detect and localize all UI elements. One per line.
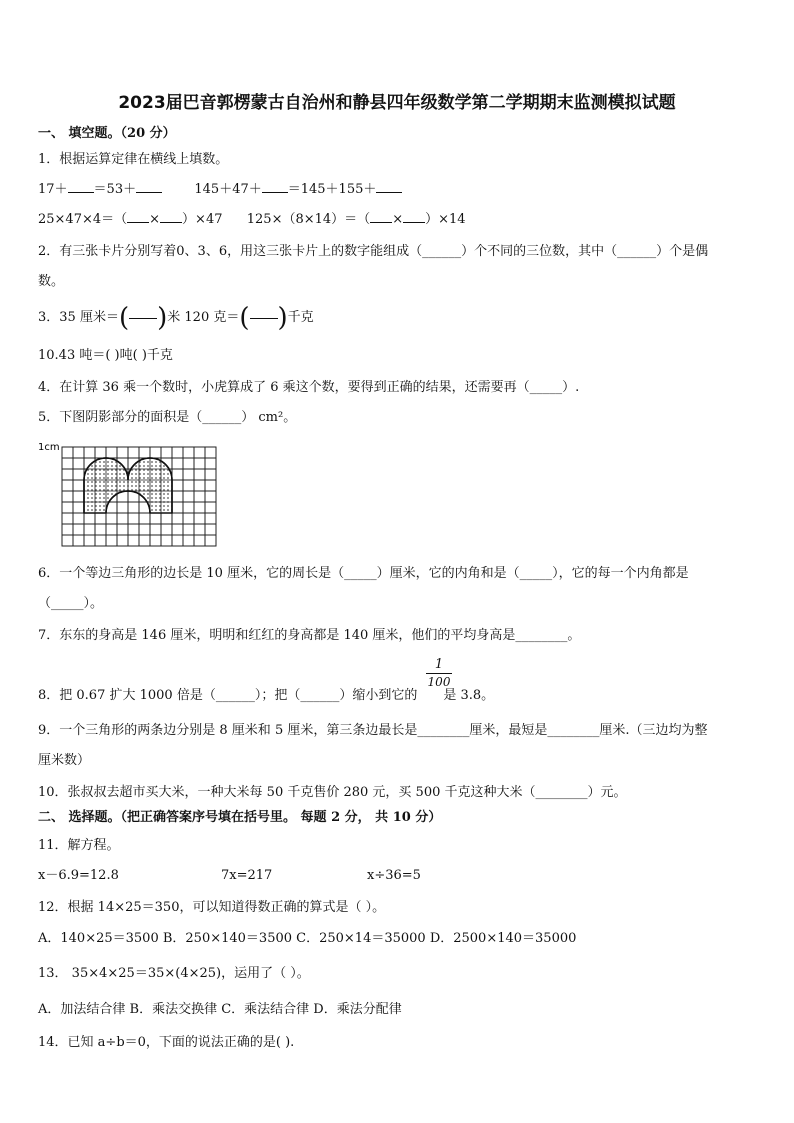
- question-6-line-1: 6．一个等边三角形的边长是 10 厘米，它的周长是（_____）厘米，它的内角和是（_____），它的每一个内角都是: [38, 566, 689, 581]
- q1-text: 145＋47＋: [194, 182, 262, 197]
- question-2-line-2: 数。: [38, 274, 65, 289]
- question-12-stem: 12．根据 14×25＝350，可以知道得数正确的算式是（ ）。: [38, 900, 386, 915]
- unit-label: 1cm: [38, 442, 60, 453]
- answer-blank[interactable]: [403, 210, 425, 223]
- question-1-row-2: [38, 208, 466, 227]
- answer-blank[interactable]: [68, 180, 94, 193]
- answer-blank[interactable]: [160, 210, 182, 223]
- question-3-line-1: [38, 302, 314, 333]
- shaded-area-grid-figure: [38, 440, 218, 550]
- question-12-options: A．140×25＝3500 B．250×140＝3500 C．250×14＝35000 D．2500×140＝35000: [38, 931, 577, 946]
- q3-text: 米 120 克＝: [167, 310, 240, 325]
- answer-blank[interactable]: [127, 210, 149, 223]
- equation: 7x=217: [221, 868, 273, 883]
- page-title: 2023届巴音郭楞蒙古自治州和静县四年级数学第二学期期末监测模拟试题: [118, 93, 676, 113]
- answer-blank[interactable]: [136, 180, 162, 193]
- question-9-line-1: 9．一个三角形的两条边分别是 8 厘米和 5 厘米，第三条边最长是________厘米，最短是________厘米.（三边均为整: [38, 723, 708, 738]
- question-2-line-1: 2．有三张卡片分别写着0、3、6，用这三张卡片上的数字能组成（______）个不同的三位数，其中（______）个是偶: [38, 244, 709, 259]
- answer-blank[interactable]: [262, 180, 288, 193]
- question-11-equations: [38, 864, 421, 883]
- q1-text: ）×14: [425, 212, 466, 227]
- question-1-row-1: [38, 178, 402, 197]
- q3-text: 3．35 厘米＝: [38, 310, 119, 325]
- section-2-heading: 二、 选择题。（把正确答案序号填在括号里。 每题 2 分， 共 10 分）: [38, 810, 442, 825]
- question-11-stem: 11．解方程。: [38, 838, 120, 853]
- q1-text: 125×（8×14）＝（: [246, 212, 371, 227]
- section-1-heading: 一、 填空题。（20 分）: [38, 126, 176, 141]
- q1-text: ×: [149, 212, 161, 227]
- question-10: 10．张叔叔去超市买大米，一种大米每 50 千克售价 280 元，买 500 千克这种大米（________）元。: [38, 785, 627, 800]
- question-9-line-2: 厘米数）: [38, 753, 91, 768]
- answer-blank[interactable]: [376, 180, 402, 193]
- equation: x÷36=5: [367, 868, 421, 883]
- q1-text: ＝53＋: [93, 182, 137, 197]
- q8-text: 8．把 0.67 扩大 1000 倍是（______）；把（______）缩小到它的: [38, 688, 418, 703]
- q1-text: ）×47: [182, 212, 223, 227]
- question-13-options: A．加法结合律 B．乘法交换律 C．乘法结合律 D．乘法分配律: [38, 1002, 402, 1017]
- question-13-stem: 13． 35×4×25＝35×(4×25)，运用了（ ）。: [38, 966, 310, 981]
- question-5: 5．下图阴影部分的面积是（______） cm²。: [38, 410, 297, 425]
- fraction-denominator: 100: [427, 675, 451, 689]
- q1-text: ＝145＋155＋: [287, 182, 377, 197]
- equation: x－6.9=12.8: [38, 868, 119, 883]
- q1-text: 17＋: [38, 182, 68, 197]
- q1-text: ×: [392, 212, 404, 227]
- fraction-blank[interactable]: ( ): [118, 302, 168, 333]
- q8-tail: 是 3.8。: [443, 688, 495, 703]
- question-4: 4．在计算 36 乘一个数时，小虎算成了 6 乘这个数，要得到正确的结果，还需要再（_____）.: [38, 380, 580, 395]
- question-1-stem: 1．根据运算定律在横线上填数。: [38, 152, 229, 167]
- question-3-line-2: 10.43 吨＝( )吨( )千克: [38, 348, 173, 363]
- question-8: [38, 684, 494, 703]
- question-14: 14．已知 a÷b＝0，下面的说法正确的是( ).: [38, 1035, 295, 1050]
- fraction-blank[interactable]: ( ): [239, 302, 288, 333]
- fraction-numerator: 1: [434, 657, 444, 672]
- q1-text: 25×47×4＝（: [38, 212, 128, 227]
- answer-blank[interactable]: [370, 210, 392, 223]
- q3-text: 千克: [287, 310, 314, 325]
- question-7: 7．东东的身高是 146 厘米，明明和红红的身高都是 140 厘米，他们的平均身高是________。: [38, 628, 581, 643]
- question-6-line-2: （_____）。: [38, 596, 104, 611]
